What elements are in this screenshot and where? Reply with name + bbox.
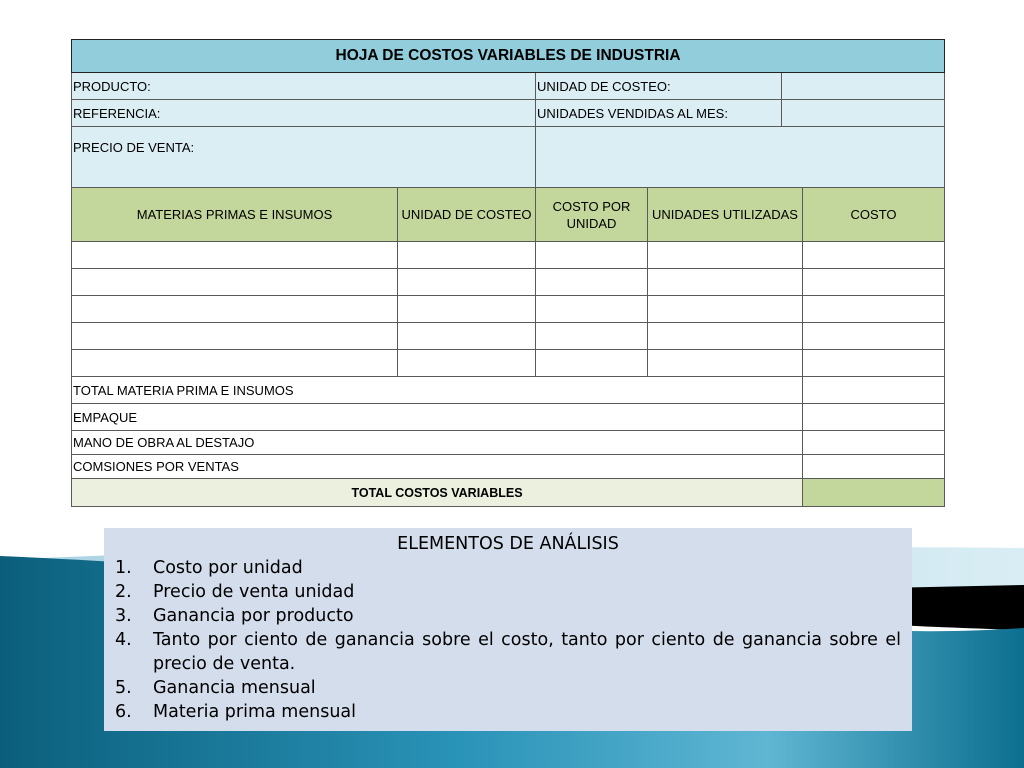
price-row: [72, 127, 945, 188]
analysis-box: [104, 528, 912, 731]
list-item-text: Precio de venta unidad: [153, 582, 355, 602]
table-row: [72, 242, 945, 269]
sheet-title: HOJA DE COSTOS VARIABLES DE INDUSTRIA: [72, 40, 945, 73]
list-item-number: 4.: [115, 630, 132, 650]
header-costo: COSTO: [803, 188, 945, 242]
unidades-vendidas-value[interactable]: [782, 100, 945, 127]
referencia-label: REFERENCIA:: [72, 100, 536, 127]
table-cell[interactable]: [72, 323, 398, 350]
table-row: [72, 323, 945, 350]
comisiones-label: COMSIONES POR VENTAS: [72, 455, 803, 479]
list-item: [115, 604, 901, 628]
summary-row: [72, 455, 945, 479]
mano-obra-value[interactable]: [803, 431, 945, 455]
list-item-number: 6.: [115, 702, 132, 722]
list-item-text: Ganancia por producto: [153, 606, 354, 626]
producto-label: PRODUCTO:: [72, 73, 536, 100]
table-cell[interactable]: [398, 323, 536, 350]
table-cell[interactable]: [536, 242, 648, 269]
total-costos-variables-label: TOTAL COSTOS VARIABLES: [72, 479, 803, 507]
table-cell[interactable]: [536, 296, 648, 323]
summary-row: [72, 431, 945, 455]
total-materia-prima-value[interactable]: [803, 377, 945, 404]
table-cell[interactable]: [648, 296, 803, 323]
empaque-value[interactable]: [803, 404, 945, 431]
list-item: [115, 556, 901, 580]
table-cell[interactable]: [648, 323, 803, 350]
table-cell[interactable]: [648, 269, 803, 296]
table-row: [72, 350, 945, 377]
table-cell[interactable]: [803, 269, 945, 296]
list-item-text: Materia prima mensual: [153, 702, 356, 722]
reference-row: [72, 100, 945, 127]
table-cell[interactable]: [398, 242, 536, 269]
table-cell[interactable]: [72, 296, 398, 323]
table-cell[interactable]: [803, 323, 945, 350]
unidad-costeo-label: UNIDAD DE COSTEO:: [536, 73, 782, 100]
list-item-number: 5.: [115, 678, 132, 698]
summary-row: [72, 404, 945, 431]
total-costos-variables-value[interactable]: [803, 479, 945, 507]
table-cell[interactable]: [803, 350, 945, 377]
unidades-vendidas-label: UNIDADES VENDIDAS AL MES:: [536, 100, 782, 127]
header-unidad-costeo: UNIDAD DE COSTEO: [398, 188, 536, 242]
total-materia-prima-label: TOTAL MATERIA PRIMA E INSUMOS: [72, 377, 803, 404]
list-item: [115, 700, 901, 724]
table-cell[interactable]: [72, 269, 398, 296]
empaque-label: EMPAQUE: [72, 404, 803, 431]
header-unidades-utilizadas: UNIDADES UTILIZADAS: [648, 188, 803, 242]
list-item: [115, 580, 901, 604]
list-item-number: 3.: [115, 606, 132, 626]
unidad-costeo-value[interactable]: [782, 73, 945, 100]
table-row: [72, 296, 945, 323]
table-cell[interactable]: [72, 350, 398, 377]
table-cell[interactable]: [803, 296, 945, 323]
table-cell[interactable]: [398, 269, 536, 296]
total-row: [72, 479, 945, 507]
product-row: [72, 73, 945, 100]
analysis-list: [115, 556, 901, 724]
list-item: [115, 676, 901, 700]
list-item-number: 2.: [115, 582, 132, 602]
table-cell[interactable]: [72, 242, 398, 269]
table-cell[interactable]: [648, 242, 803, 269]
precio-venta-value[interactable]: [536, 127, 945, 188]
table-cell[interactable]: [536, 323, 648, 350]
list-item: [115, 628, 901, 676]
table-row: [72, 269, 945, 296]
header-materias: MATERIAS PRIMAS E INSUMOS: [72, 188, 398, 242]
title-row: [72, 40, 945, 73]
list-item-text: Ganancia mensual: [153, 678, 316, 698]
list-item-text: Costo por unidad: [153, 558, 303, 578]
mano-obra-label: MANO DE OBRA AL DESTAJO: [72, 431, 803, 455]
analysis-title: ELEMENTOS DE ANÁLISIS: [397, 534, 619, 554]
precio-venta-label: PRECIO DE VENTA:: [72, 127, 536, 188]
header-costo-unidad: COSTO POR UNIDAD: [536, 188, 648, 242]
list-item-number: 1.: [115, 558, 132, 578]
table-cell[interactable]: [803, 242, 945, 269]
comisiones-value[interactable]: [803, 455, 945, 479]
table-cell[interactable]: [536, 269, 648, 296]
header-row: [72, 188, 945, 242]
summary-row: [72, 377, 945, 404]
table-cell[interactable]: [648, 350, 803, 377]
table-cell[interactable]: [398, 350, 536, 377]
cost-sheet-table: [71, 39, 945, 507]
table-cell[interactable]: [398, 296, 536, 323]
list-item-text: Tanto por ciento de ganancia sobre el costo, tanto por ciento de ganancia sobre el precio de venta.: [153, 630, 901, 674]
table-cell[interactable]: [536, 350, 648, 377]
